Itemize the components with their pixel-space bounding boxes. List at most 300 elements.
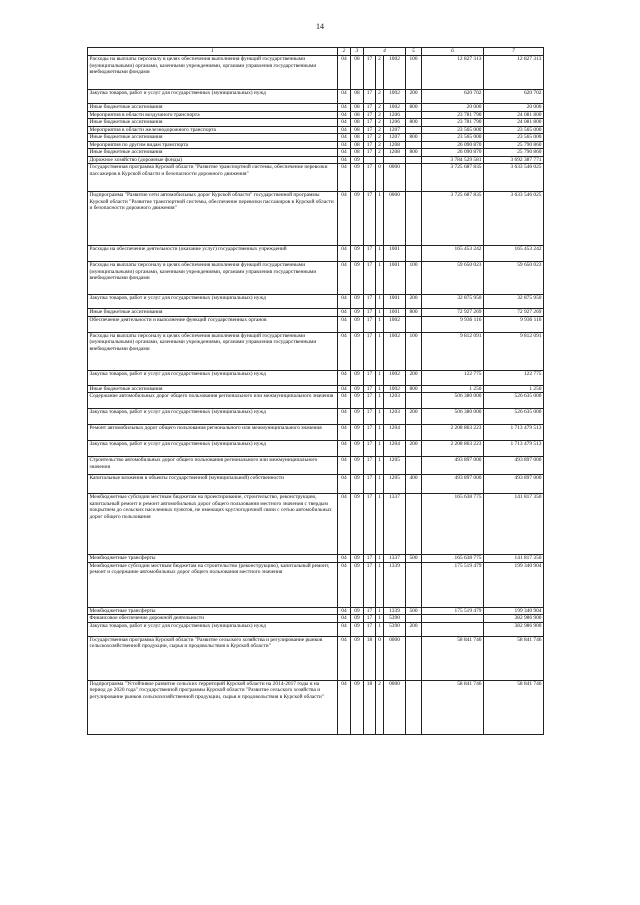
column-header: 4 [364,48,406,56]
row-amount-year1: 493 897 000 [422,457,484,475]
row-direction: 1205 [384,475,406,494]
row-expense-type [406,393,422,409]
row-subsection: 09 [351,309,364,317]
table-row [88,457,544,475]
row-amount-year1: 122 775 [422,370,484,385]
column-header: 5 [406,48,422,56]
row-direction: 1001 [384,246,406,262]
row-subprogram: 1 [376,457,384,475]
row-amount-year1: 506 380 000 [422,393,484,409]
row-direction: 1002 [384,370,406,385]
row-program: 17 [364,246,376,262]
row-amount-year1: 2 208 863 223 [422,441,484,457]
row-subprogram: 1 [376,370,384,385]
row-name: Строительство автомобильных дорог общего пользования регионального или межмуниципального значения [88,457,338,475]
row-amount-year1: 59 650 023 [422,262,484,295]
row-amount-year2: 122 775 [484,370,544,385]
row-amount-year1: 12 827 313 [422,56,484,90]
table-row [88,246,544,262]
row-program: 17 [364,441,376,457]
row-amount-year2: 199 340 904 [484,562,544,607]
row-subprogram: 1 [376,393,384,409]
row-subprogram: 1 [376,309,384,317]
row-expense-type [406,636,422,680]
column-header: 2 [338,48,351,56]
row-program: 17 [364,56,376,90]
table-row [88,555,544,563]
table-row [88,494,544,555]
row-subprogram: 1 [376,562,384,607]
row-program: 17 [364,622,376,636]
row-amount-year2: 24 081 800 [484,119,544,127]
row-program: 17 [364,192,376,246]
row-name: Обеспечение деятельности и выполнение функций государственных органов [88,316,338,332]
row-subsection: 09 [351,164,364,192]
row-section: 04 [338,149,351,157]
row-direction: 1208 [384,141,406,149]
row-amount-year2: 72 927 269 [484,309,544,317]
row-section: 04 [338,111,351,119]
row-name: Межбюджетные субсидии местным бюджетам на строительство (реконструкцию), капитальный ремонт, ремонт и содержание автомобильных дорог общего пользования местного значения [88,562,338,607]
row-subsection: 09 [351,370,364,385]
row-section: 04 [338,119,351,127]
row-program: 17 [364,295,376,309]
row-section: 04 [338,441,351,457]
row-amount-year2: 1 713 479 513 [484,425,544,441]
table-row [88,409,544,425]
row-subprogram: 1 [376,622,384,636]
row-subsection: 09 [351,636,364,680]
row-subprogram: 2 [376,111,384,119]
table-row [88,393,544,409]
row-amount-year2: 141 817 350 [484,494,544,555]
row-subprogram: 1 [376,332,384,370]
row-subprogram: 1 [376,425,384,441]
row-amount-year2: 1 250 [484,385,544,393]
row-subsection: 09 [351,393,364,409]
row-program: 17 [364,494,376,555]
table-row [88,111,544,119]
row-program: 17 [364,164,376,192]
row-direction: 1208 [384,149,406,157]
row-direction: 1002 [384,385,406,393]
row-subprogram: 2 [376,126,384,134]
row-subprogram: 1 [376,192,384,246]
row-direction: 1207 [384,126,406,134]
row-name: Межбюджетные трансферты [88,607,338,615]
table-row [88,680,544,734]
row-amount-year2: 493 897 000 [484,475,544,494]
row-subprogram: 1 [376,494,384,555]
row-section: 04 [338,636,351,680]
row-direction: 1204 [384,441,406,457]
row-amount-year1: 506 380 000 [422,409,484,425]
row-name: Мероприятия в области железнодорожного транспорта [88,126,338,134]
row-subprogram: 2 [376,141,384,149]
row-direction: 0000 [384,192,406,246]
table-row [88,56,544,90]
header-row [88,48,544,56]
row-expense-type: 400 [406,475,422,494]
row-program: 17 [364,409,376,425]
row-name: Межбюджетные трансферты [88,555,338,563]
row-name: Расходы на выплаты персоналу в целях обеспечения выполнения функций государственными (муниципальными) органами, казенными учреждениями, органами управления государственными внебюджетными фондами [88,56,338,90]
row-subsection: 08 [351,134,364,142]
row-amount-year2: 24 081 800 [484,111,544,119]
row-subprogram: 2 [376,119,384,127]
row-subsection: 09 [351,385,364,393]
row-subsection: 09 [351,262,364,295]
row-subprogram: 1 [376,316,384,332]
row-amount-year1: 3 725 687 835 [422,164,484,192]
row-amount-year1: 23 565 000 [422,134,484,142]
row-section: 04 [338,104,351,112]
row-subprogram: 1 [376,615,384,623]
row-name: Капитальные вложения в объекты государственной (муниципальной) собственности [88,475,338,494]
row-name: Закупка товаров, работ и услуг для государственных (муниципальных) нужд [88,295,338,309]
row-direction: 1205 [384,457,406,475]
row-section: 04 [338,457,351,475]
row-amount-year2: 25 790 860 [484,149,544,157]
row-program: 17 [364,119,376,127]
row-amount-year2: 165 453 242 [484,246,544,262]
row-direction: 1337 [384,494,406,555]
row-expense-type [406,425,422,441]
row-section: 04 [338,385,351,393]
row-amount-year2: 23 565 000 [484,134,544,142]
table-row [88,192,544,246]
row-subprogram: 2 [376,134,384,142]
row-name: Межбюджетные субсидии местным бюджетам на проектирование, строительство, реконструкцию, капитальный ремонт и ремонт автомобильных дорог общего пользования местного значения с твердым покрытием до сельских населенных пунктов, не имеющих круглогодичной связи с сетью автомобильных дорог общего пользования [88,494,338,555]
row-direction: 1001 [384,295,406,309]
row-amount-year1: 23 781 790 [422,111,484,119]
table-row [88,295,544,309]
table-row [88,90,544,104]
row-amount-year2: 3 692 387 771 [484,156,544,164]
row-name: Финансовое обеспечение дорожной деятельности [88,615,338,623]
row-expense-type: 800 [406,119,422,127]
row-subsection: 09 [351,607,364,615]
row-name: Расходы на выплаты персоналу в целях обеспечения выполнения функций государственными (муниципальными) органами, казенными учреждениями, органами управления государственными внебюджетными фондами [88,262,338,295]
row-name: Иные бюджетные ассигнования [88,134,338,142]
row-expense-type: 800 [406,385,422,393]
row-direction: 5390 [384,622,406,636]
row-name: Закупка товаров, работ и услуг для государственных (муниципальных) нужд [88,622,338,636]
row-amount-year1: 493 897 000 [422,475,484,494]
row-program: 18 [364,636,376,680]
row-expense-type: 200 [406,90,422,104]
row-subsection: 09 [351,425,364,441]
row-amount-year1: 620 702 [422,90,484,104]
row-amount-year2: 199 340 904 [484,607,544,615]
row-amount-year2: 382 986 900 [484,622,544,636]
row-name: Иные бюджетные ассигнования [88,309,338,317]
row-program: 17 [364,425,376,441]
row-name: Иные бюджетные ассигнования [88,104,338,112]
row-section: 04 [338,393,351,409]
page-number: 14 [316,22,324,31]
row-direction: 1002 [384,332,406,370]
row-amount-year2: 9 812 091 [484,332,544,370]
row-section: 04 [338,615,351,623]
row-expense-type [406,494,422,555]
row-subsection: 09 [351,475,364,494]
row-section: 04 [338,134,351,142]
row-amount-year2: 1 713 479 513 [484,441,544,457]
row-subsection: 08 [351,149,364,157]
row-expense-type [406,156,422,164]
row-direction: 1207 [384,134,406,142]
row-subprogram: 1 [376,262,384,295]
row-subsection: 09 [351,192,364,246]
row-subsection: 09 [351,615,364,623]
table-row [88,156,544,164]
row-program: 17 [364,562,376,607]
row-amount-year1: 23 565 000 [422,126,484,134]
row-program: 17 [364,90,376,104]
row-subprogram: 1 [376,555,384,563]
row-subprogram: 0 [376,164,384,192]
row-section: 04 [338,164,351,192]
row-direction: 1206 [384,119,406,127]
row-amount-year1: 3 784 529 581 [422,156,484,164]
row-section: 04 [338,295,351,309]
row-amount-year1: 175 519 479 [422,562,484,607]
row-amount-year2: 58 841 746 [484,680,544,734]
row-direction [384,156,406,164]
row-subsection: 08 [351,104,364,112]
row-amount-year2: 58 841 746 [484,636,544,680]
row-section: 04 [338,409,351,425]
row-subsection: 09 [351,562,364,607]
row-amount-year1: 165 638 775 [422,555,484,563]
row-name: Закупка товаров, работ и услуг для государственных (муниципальных) нужд [88,90,338,104]
row-amount-year2: 3 633 546 025 [484,164,544,192]
row-subprogram: 1 [376,441,384,457]
row-subsection: 09 [351,156,364,164]
row-amount-year1: 26 090 870 [422,141,484,149]
row-expense-type [406,111,422,119]
row-amount-year2: 526 635 000 [484,393,544,409]
row-expense-type: 500 [406,555,422,563]
row-expense-type [406,457,422,475]
row-amount-year1: 165 638 775 [422,494,484,555]
row-program: 17 [364,607,376,615]
row-amount-year1: 9 936 116 [422,316,484,332]
row-expense-type: 500 [406,607,422,615]
row-subsection: 09 [351,332,364,370]
row-expense-type [406,316,422,332]
row-subsection: 08 [351,126,364,134]
row-amount-year1: 58 841 746 [422,636,484,680]
row-program: 17 [364,141,376,149]
row-expense-type: 200 [406,622,422,636]
row-section: 04 [338,90,351,104]
row-subprogram [376,156,384,164]
row-subsection: 08 [351,141,364,149]
row-section: 04 [338,425,351,441]
row-section: 04 [338,126,351,134]
row-program: 18 [364,680,376,734]
row-section: 04 [338,332,351,370]
row-program: 17 [364,149,376,157]
table-row [88,622,544,636]
row-expense-type: 100 [406,56,422,90]
row-name: Закупка товаров, работ и услуг для государственных (муниципальных) нужд [88,370,338,385]
row-amount-year1: 23 781 790 [422,119,484,127]
row-expense-type [406,126,422,134]
row-subprogram: 0 [376,636,384,680]
column-header: 3 [351,48,364,56]
row-subprogram: 2 [376,149,384,157]
row-name: Подпрограмма "Устойчивое развитие сельских территорий Курской области на 2014-2017 годы и на период до 2020 года" государственной программы Курской области "Развитие сельского хозяйства и регулирование рынков сельскохозяйственной продукции, сырья и продовольствия в Курской области" [88,680,338,734]
row-subsection: 09 [351,295,364,309]
row-direction: 0000 [384,636,406,680]
row-expense-type: 100 [406,262,422,295]
table-row [88,309,544,317]
row-subprogram: 1 [376,607,384,615]
row-direction: 1339 [384,607,406,615]
row-name: Дорожное хозяйство (дорожные фонды) [88,156,338,164]
row-amount-year1: 3 725 687 835 [422,192,484,246]
row-subprogram: 2 [376,680,384,734]
table-row [88,385,544,393]
table-row [88,134,544,142]
row-subsection: 08 [351,111,364,119]
row-amount-year2: 382 986 900 [484,615,544,623]
row-direction: 0000 [384,680,406,734]
row-direction: 1002 [384,104,406,112]
table-row [88,262,544,295]
row-name: Подпрограмма "Развитие сети автомобильных дорог Курской области" государственной программы Курской области "Развитие транспортной системы, обеспечение перевозки пассажиров в Курской области и безопасности дорожного движения" [88,192,338,246]
row-direction: 1002 [384,316,406,332]
row-expense-type [406,562,422,607]
row-section: 04 [338,370,351,385]
row-subsection: 08 [351,56,364,90]
row-subprogram: 1 [376,295,384,309]
row-section: 04 [338,141,351,149]
table-row [88,149,544,157]
row-expense-type [406,246,422,262]
row-program: 17 [364,134,376,142]
table-row [88,615,544,623]
row-section: 04 [338,156,351,164]
row-name: Ремонт автомобильных дорог общего пользования регионального или межмуниципального значения [88,425,338,441]
row-expense-type: 200 [406,441,422,457]
row-amount-year1: 2 208 863 223 [422,425,484,441]
table-row [88,562,544,607]
row-subsection: 09 [351,680,364,734]
table-row [88,164,544,192]
table-row [88,636,544,680]
table-row [88,370,544,385]
row-direction: 1337 [384,555,406,563]
row-amount-year2: 32 875 950 [484,295,544,309]
row-section: 04 [338,622,351,636]
row-amount-year2: 20 000 [484,104,544,112]
row-name: Расходы на обеспечение деятельности (оказание услуг) государственных учреждений [88,246,338,262]
table-row [88,425,544,441]
row-amount-year2: 9 936 116 [484,316,544,332]
row-expense-type: 200 [406,370,422,385]
column-header: 7 [484,48,544,56]
row-expense-type: 100 [406,332,422,370]
row-section: 04 [338,316,351,332]
row-program: 17 [364,111,376,119]
row-direction: 1206 [384,111,406,119]
table-row [88,141,544,149]
row-name: Государственная программа Курской области "Развитие сельского хозяйства и регулирование рынков сельскохозяйственной продукции, сырья и продовольствия в Курской области" [88,636,338,680]
table-row [88,332,544,370]
row-subsection: 09 [351,316,364,332]
row-amount-year1: 20 000 [422,104,484,112]
row-name: Расходы на выплаты персоналу в целях обеспечения выполнения функций государственными (муниципальными) органами, казенными учреждениями, органами управления государственными внебюджетными фондами [88,332,338,370]
row-section: 04 [338,680,351,734]
row-amount-year1 [422,622,484,636]
row-amount-year1: 58 841 746 [422,680,484,734]
row-name: Иные бюджетные ассигнования [88,119,338,127]
row-program: 17 [364,262,376,295]
row-program: 17 [364,555,376,563]
row-program: 17 [364,385,376,393]
row-amount-year2: 12 827 313 [484,56,544,90]
row-amount-year1: 9 812 091 [422,332,484,370]
row-amount-year2: 141 817 350 [484,555,544,563]
row-amount-year1: 165 453 242 [422,246,484,262]
row-section: 04 [338,56,351,90]
row-program: 17 [364,393,376,409]
table-row [88,316,544,332]
row-section: 04 [338,192,351,246]
column-header: 1 [88,48,338,56]
row-section: 04 [338,475,351,494]
row-direction: 1339 [384,562,406,607]
row-section: 04 [338,494,351,555]
row-direction: 1002 [384,90,406,104]
row-section: 04 [338,555,351,563]
row-amount-year2: 620 702 [484,90,544,104]
row-amount-year1: 1 250 [422,385,484,393]
row-amount-year1: 72 927 269 [422,309,484,317]
table-row [88,104,544,112]
row-program: 17 [364,457,376,475]
row-subsection: 08 [351,90,364,104]
row-expense-type [406,615,422,623]
row-section: 04 [338,607,351,615]
row-name: Иные бюджетные ассигнования [88,385,338,393]
row-amount-year2: 493 897 000 [484,457,544,475]
row-expense-type [406,141,422,149]
row-subsection: 09 [351,494,364,555]
row-direction: 1203 [384,409,406,425]
row-section: 04 [338,309,351,317]
row-program: 17 [364,309,376,317]
row-expense-type: 200 [406,295,422,309]
row-expense-type [406,164,422,192]
row-subsection: 09 [351,457,364,475]
row-subprogram: 1 [376,246,384,262]
row-expense-type: 800 [406,309,422,317]
row-subprogram: 2 [376,56,384,90]
row-subsection: 09 [351,555,364,563]
row-expense-type: 800 [406,149,422,157]
row-program: 17 [364,615,376,623]
row-amount-year1: 175 519 479 [422,607,484,615]
row-expense-type: 200 [406,409,422,425]
row-direction: 1001 [384,309,406,317]
row-expense-type [406,192,422,246]
row-program: 17 [364,370,376,385]
